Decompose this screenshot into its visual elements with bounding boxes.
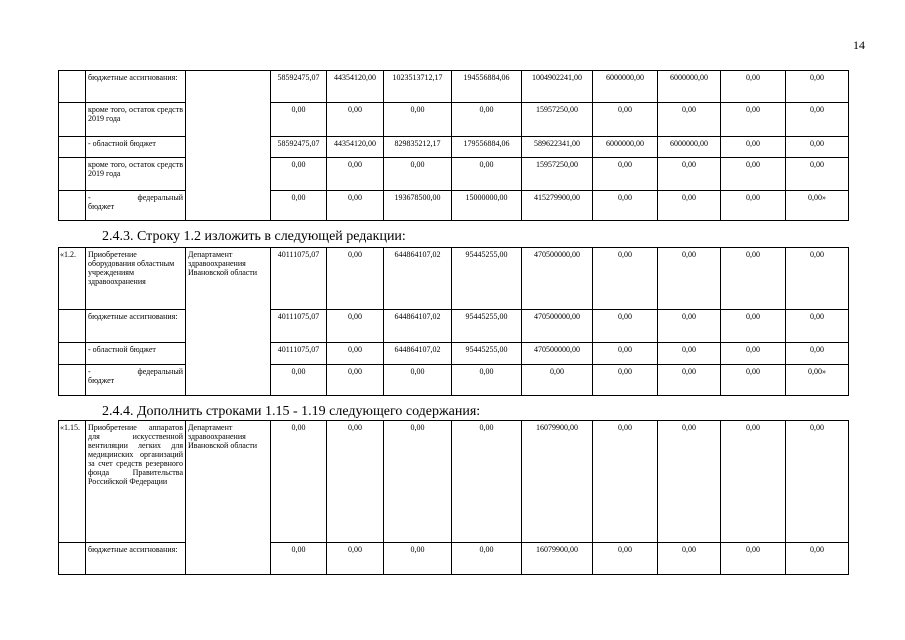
row-description	[86, 365, 186, 396]
value-cell: 95445255,00	[452, 343, 522, 365]
row-description: - областной бюджет	[86, 137, 186, 158]
value-cell: 0,00	[786, 343, 849, 365]
value-cell: 193678500,00	[384, 191, 452, 221]
row-code: «1.2.	[59, 248, 86, 310]
row-description	[86, 191, 186, 221]
row-code	[59, 137, 86, 158]
table-row	[59, 158, 849, 191]
value-cell: 0,00	[327, 543, 384, 575]
value-cell: 0,00	[721, 248, 786, 310]
value-cell: 0,00	[593, 365, 658, 396]
section-heading: 2.4.4. Дополнить строками 1.15 - 1.19 следующего содержания:	[102, 404, 481, 419]
value-cell: 0,00	[452, 158, 522, 191]
value-cell: 0,00	[327, 343, 384, 365]
table-row	[59, 137, 849, 158]
value-cell: 44354120,00	[327, 137, 384, 158]
row-code	[59, 191, 86, 221]
value-cell: 0,00	[593, 158, 658, 191]
value-cell: 0,00	[786, 248, 849, 310]
value-cell: 0,00	[271, 365, 327, 396]
value-cell: 0,00	[658, 365, 721, 396]
value-cell: 0,00	[271, 158, 327, 191]
row-description: Приобретение аппаратов для искусственной вентиляции легких для медицинских организаций за счет средств резервного фонда Правительства Российской Федерации	[86, 421, 186, 543]
budget-table-1	[58, 70, 849, 221]
dash-text: -	[88, 193, 91, 202]
value-cell: 0,00	[786, 103, 849, 137]
page-number: 14	[853, 38, 865, 52]
row-code	[59, 158, 86, 191]
value-cell: 15000000,00	[452, 191, 522, 221]
value-cell: 415279900,00	[522, 191, 593, 221]
row-description: бюджетные ассигнования:	[86, 310, 186, 343]
section-heading: 2.4.3. Строку 1.2 изложить в следующей редакции:	[102, 229, 406, 244]
value-cell: 0,00	[658, 191, 721, 221]
value-cell: 0,00	[384, 543, 452, 575]
value-cell: 0,00	[658, 421, 721, 543]
value-cell: 0,00	[452, 365, 522, 396]
row-department: Департамент здравоохранения Ивановской области	[186, 248, 271, 396]
value-cell: 6000000,00	[593, 71, 658, 103]
value-cell: 0,00	[658, 103, 721, 137]
value-cell: 0,00	[721, 343, 786, 365]
value-cell: 0,00	[721, 543, 786, 575]
value-cell: 16079900,00	[522, 543, 593, 575]
value-cell: 194556884,06	[452, 71, 522, 103]
value-cell: 40111075,07	[271, 310, 327, 343]
value-cell: 40111075,07	[271, 343, 327, 365]
table-row	[59, 103, 849, 137]
row-description: бюджетные ассигнования:	[86, 71, 186, 103]
value-cell: 0,00	[271, 191, 327, 221]
federal-text: федеральный	[137, 367, 183, 376]
value-cell: 0,00	[271, 543, 327, 575]
table-row	[59, 310, 849, 343]
value-cell: 0,00	[721, 158, 786, 191]
value-cell: 0,00	[593, 310, 658, 343]
value-cell: 0,00»	[786, 365, 849, 396]
value-cell: 0,00	[593, 248, 658, 310]
row-code	[59, 343, 86, 365]
value-cell: 0,00	[593, 421, 658, 543]
row-code	[59, 310, 86, 343]
value-cell: 0,00	[593, 543, 658, 575]
budget-table-3	[58, 420, 849, 575]
table-row	[59, 248, 849, 310]
table-row	[59, 543, 849, 575]
value-cell: 644864107,02	[384, 310, 452, 343]
value-cell: 0,00	[786, 421, 849, 543]
value-cell: 0,00	[271, 421, 327, 543]
value-cell: 0,00	[721, 71, 786, 103]
table-row	[59, 191, 849, 221]
value-cell: 6000000,00	[593, 137, 658, 158]
value-cell: 0,00	[658, 310, 721, 343]
value-cell: 0,00	[327, 103, 384, 137]
value-cell: 0,00	[327, 421, 384, 543]
value-cell: 829835212,17	[384, 137, 452, 158]
value-cell: 0,00	[721, 365, 786, 396]
value-cell: 0,00	[593, 343, 658, 365]
value-cell: 0,00	[327, 248, 384, 310]
row-code	[59, 103, 86, 137]
row-code	[59, 543, 86, 575]
value-cell: 0,00	[327, 365, 384, 396]
value-cell: 0,00	[786, 71, 849, 103]
table-row	[59, 421, 849, 543]
value-cell: 1023513712,17	[384, 71, 452, 103]
value-cell: 0,00	[384, 421, 452, 543]
value-cell: 0,00	[452, 543, 522, 575]
budget-text: бюджет	[88, 202, 115, 211]
value-cell: 44354120,00	[327, 71, 384, 103]
table-row	[59, 71, 849, 103]
value-cell: 0,00	[271, 103, 327, 137]
value-cell: 644864107,02	[384, 248, 452, 310]
value-cell: 6000000,00	[658, 137, 721, 158]
value-cell: 0,00	[452, 103, 522, 137]
value-cell: 644864107,02	[384, 343, 452, 365]
value-cell: 179556884,06	[452, 137, 522, 158]
value-cell: 58592475,07	[271, 71, 327, 103]
value-cell: 0,00	[384, 365, 452, 396]
value-cell: 40111075,07	[271, 248, 327, 310]
row-description: кроме того, остаток средств 2019 года	[86, 103, 186, 137]
value-cell: 0,00	[721, 191, 786, 221]
value-cell: 470500000,00	[522, 310, 593, 343]
value-cell: 58592475,07	[271, 137, 327, 158]
row-department	[186, 71, 271, 221]
value-cell: 0,00	[786, 310, 849, 343]
budget-text: бюджет	[88, 376, 115, 385]
value-cell: 95445255,00	[452, 248, 522, 310]
row-description: - областной бюджет	[86, 343, 186, 365]
row-code	[59, 71, 86, 103]
dash-text: -	[88, 367, 91, 376]
value-cell: 15957250,00	[522, 103, 593, 137]
value-cell: 0,00	[786, 158, 849, 191]
value-cell: 0,00	[658, 158, 721, 191]
value-cell: 0,00	[593, 191, 658, 221]
value-cell: 6000000,00	[658, 71, 721, 103]
value-cell: 0,00	[384, 158, 452, 191]
row-description: Приобретение оборудования областным учреждениям здравоохранения	[86, 248, 186, 310]
value-cell: 0,00	[658, 343, 721, 365]
federal-text: федеральный	[137, 193, 183, 202]
row-department: Департамент здравоохранения Ивановской области	[186, 421, 271, 575]
value-cell: 0,00	[658, 543, 721, 575]
value-cell: 0,00	[658, 248, 721, 310]
row-code: «1.15.	[59, 421, 86, 543]
value-cell: 0,00	[786, 137, 849, 158]
table-row	[59, 343, 849, 365]
value-cell: 0,00»	[786, 191, 849, 221]
row-description: бюджетные ассигнования:	[86, 543, 186, 575]
value-cell: 0,00	[327, 310, 384, 343]
value-cell: 470500000,00	[522, 248, 593, 310]
budget-table-2	[58, 247, 849, 396]
table-row	[59, 365, 849, 396]
value-cell: 0,00	[522, 365, 593, 396]
value-cell: 15957250,00	[522, 158, 593, 191]
value-cell: 0,00	[327, 158, 384, 191]
value-cell: 589622341,00	[522, 137, 593, 158]
value-cell: 0,00	[327, 191, 384, 221]
value-cell: 0,00	[786, 543, 849, 575]
value-cell: 95445255,00	[452, 310, 522, 343]
row-description: кроме того, остаток средств 2019 года	[86, 158, 186, 191]
value-cell: 1004902241,00	[522, 71, 593, 103]
value-cell: 0,00	[593, 103, 658, 137]
value-cell: 0,00	[721, 421, 786, 543]
value-cell: 0,00	[721, 310, 786, 343]
row-code	[59, 365, 86, 396]
value-cell: 0,00	[721, 137, 786, 158]
value-cell: 0,00	[384, 103, 452, 137]
value-cell: 470500000,00	[522, 343, 593, 365]
value-cell: 16079900,00	[522, 421, 593, 543]
value-cell: 0,00	[452, 421, 522, 543]
value-cell: 0,00	[721, 103, 786, 137]
